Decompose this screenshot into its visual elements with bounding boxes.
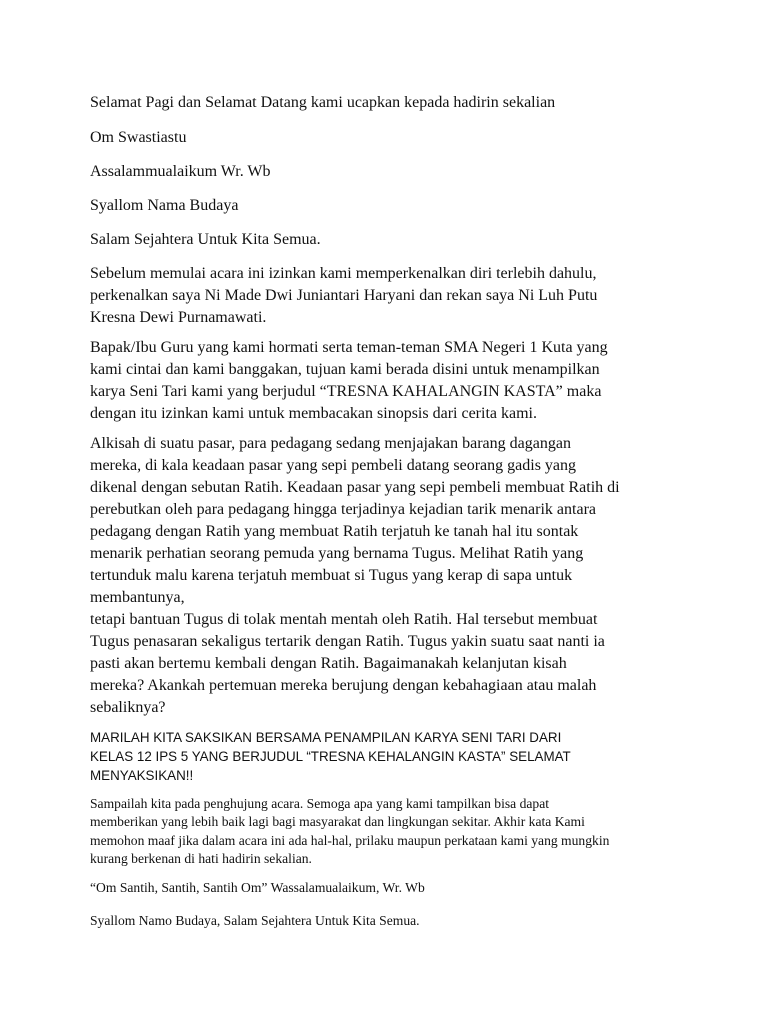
synopsis-line: tetapi bantuan Tugus di tolak mentah mentah oleh Ratih. Hal tersebut membuat [90,611,598,628]
farewell-syallom: Syallom Namo Budaya, Salam Sejahtera Untuk Kita Semua. [90,913,420,928]
intro-line: perkenalkan saya Ni Made Dwi Juniantari Haryani dan rekan saya Ni Luh Putu [90,287,598,304]
closing-line: memberikan yang lebih baik lagi bagi masyarakat dan lingkungan sekitar. Akhir kata Kami [90,814,585,830]
synopsis-line: tertunduk malu karena terjatuh membuat si Tugus yang kerap di sapa untuk [90,567,573,584]
greeting-syallom: Syallom Nama Budaya [90,197,239,214]
farewell-om-santih: “Om Santih, Santih, Santih Om” Wassalamualaikum, Wr. Wb [90,880,425,895]
synopsis-line: mereka, di kala keadaan pasar yang sepi pembeli datang seorang gadis yang [90,457,577,474]
synopsis-line: Tugus penasaran sekaligus tertarik dengan Ratih. Tugus yakin suatu saat nanti ia [90,633,605,650]
address-line: Bapak/Ibu Guru yang kami hormati serta teman-teman SMA Negeri 1 Kuta yang [90,339,608,356]
greeting-line [90,161,271,183]
address-line: dengan itu izinkan kami untuk membacakan sinopsis dari cerita kami. [90,405,537,422]
closing-line: kurang berkenan di hati hadirin sekalian. [90,851,312,867]
greeting-line [90,92,555,114]
synopsis-line: Alkisah di suatu pasar, para pedagang sedang menjajakan barang dagangan [90,435,571,452]
greeting-line [90,229,321,251]
synopsis-paragraph-2 [90,609,605,719]
greeting-assalammualaikum: Assalammualaikum Wr. Wb [90,163,271,180]
intro-paragraph [90,263,597,329]
farewell-line [90,912,420,930]
intro-line: Sebelum memulai acara ini izinkan kami memperkenalkan diri terlebih dahulu, [90,265,597,282]
greeting-salam-sejahtera: Salam Sejahtera Untuk Kita Semua. [90,231,321,248]
announcement-line: MARILAH KITA SAKSIKAN BERSAMA PENAMPILAN KARYA SENI TARI DARI [90,730,562,745]
synopsis-line: dikenal dengan sebutan Ratih. Keadaan pasar yang sepi pembeli membuat Ratih di [90,479,620,496]
announcement-line: MENYAKSIKAN!! [90,768,194,783]
closing-line: Sampailah kita pada penghujung acara. Semoga apa yang kami tampilkan bisa dapat [90,796,550,811]
announcement-line: KELAS 12 IPS 5 YANG BERJUDUL “TRESNA KEHALANGIN KASTA” SELAMAT [90,749,571,764]
closing-paragraph [90,795,609,869]
farewell-line [90,879,425,897]
greeting-om-swastiastu: Om Swastiastu [90,129,187,146]
closing-line: memohon maaf jika dalam acara ini ada hal-hal, prilaku maupun perkataan kami yang mungkin [90,832,610,848]
synopsis-line: pedagang dengan Ratih yang membuat Ratih terjatuh ke tanah hal itu sontak [90,523,579,540]
synopsis-line: perebutkan oleh para pedagang hingga terjadinya kejadian tarik menarik antara [90,501,596,518]
synopsis-line: pasti akan bertemu kembali dengan Ratih. Bagaimanakah kelanjutan kisah [90,655,567,672]
greeting-welcome: Selamat Pagi dan Selamat Datang kami ucapkan kepada hadirin sekalian [90,94,556,111]
synopsis-line: mereka? Akankah pertemuan mereka berujung dengan kebahagiaan atau malah [90,677,597,694]
synopsis-line: menarik perhatian seorang pemuda yang bernama Tugus. Melihat Ratih yang [90,545,584,562]
announcement-paragraph [90,728,571,785]
synopsis-line: membantunya, [90,589,185,606]
address-line: karya Seni Tari kami yang berjudul “TRESNA KAHALANGIN KASTA” maka [90,383,602,400]
address-paragraph [90,337,608,425]
synopsis-line: sebaliknya? [90,699,166,716]
intro-line: Kresna Dewi Purnamawati. [90,309,267,326]
greeting-line [90,127,186,149]
address-line: kami cintai dan kami banggakan, tujuan kami berada disini untuk menampilkan [90,361,600,378]
greeting-line [90,195,238,217]
synopsis-paragraph-1 [90,433,620,609]
